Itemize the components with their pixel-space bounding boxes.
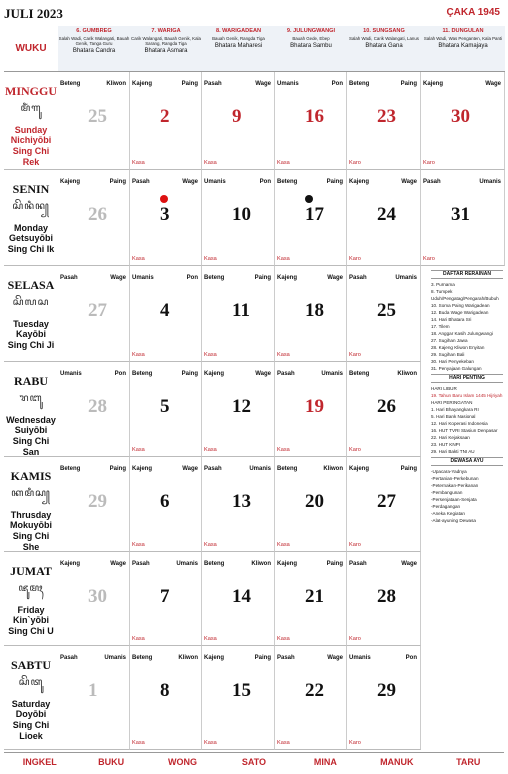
date-number: 29: [377, 680, 396, 701]
day-label: [4, 457, 58, 552]
date-cell[interactable]: [130, 72, 202, 170]
dewasa-item: -Perdagangan: [431, 504, 461, 509]
sasih-label: Kasa: [132, 636, 145, 642]
date-cell[interactable]: [130, 170, 202, 266]
rerainan-item: 10. Soma Paing Warigadean: [431, 303, 490, 308]
dewasa-title: DEWASA AYU: [431, 457, 503, 466]
pawukon-left: Kajeng: [349, 466, 370, 472]
sasih-label: Kasa: [132, 160, 145, 166]
date-cell[interactable]: [202, 72, 275, 170]
pawukon-right: Wage: [401, 561, 417, 567]
pawukon-left: Pasah: [349, 275, 367, 281]
date-number: 30: [88, 586, 107, 607]
pawukon-left: Beteng: [132, 371, 153, 377]
footer-item: BUKU: [98, 757, 125, 767]
date-number: 27: [377, 491, 396, 512]
wuku-bhatara: Bhatara Maharesi: [214, 43, 263, 49]
pawukon-left: Beteng: [204, 275, 225, 281]
date-cell[interactable]: [130, 457, 202, 552]
pawukon-right: Paing: [109, 179, 126, 185]
wuku-bhatara: Bhatara Gana: [365, 43, 403, 49]
pawukon-left: Umanis: [277, 81, 299, 87]
day-n: JUMAT: [10, 564, 52, 578]
pawukon-left: Pasah: [60, 275, 78, 281]
pawukon-right: Kliwon: [251, 561, 271, 567]
wuku-header: [58, 26, 130, 72]
wuku-sub: Bauah Gede, Ebep: [292, 36, 330, 41]
date-number: 10: [232, 204, 251, 225]
day-j: Nichiyōbi: [10, 135, 52, 145]
day-e: Friday: [17, 605, 45, 615]
date-cell[interactable]: [275, 646, 347, 750]
day-j: Suiyōbi: [14, 425, 48, 435]
dewasa-item: -Alat-ayuning Dewasa: [431, 518, 476, 523]
date-cell[interactable]: [275, 72, 347, 170]
pawukon-right: Wage: [110, 561, 126, 567]
day-label: [4, 266, 58, 362]
pawukon-left: Beteng: [349, 371, 370, 377]
pawukon-right: Umanis: [104, 655, 126, 661]
wuku-title: 9. JULUNGWANGI: [286, 28, 336, 34]
pawukon-left: Pasah: [349, 561, 367, 567]
sasih-label: Karo: [349, 256, 361, 262]
wuku-header: [275, 26, 347, 72]
sasih-label: Karo: [349, 352, 361, 358]
pawukon-right: Wage: [182, 179, 198, 185]
date-cell[interactable]: [202, 170, 275, 266]
day-j: Kin`yōbi: [13, 615, 49, 625]
pawukon-left: Pasah: [423, 179, 441, 185]
penting-title: HARI PENTING: [431, 374, 503, 383]
pawukon-left: Beteng: [204, 561, 225, 567]
date-number: 19: [305, 396, 324, 417]
sidebar: [429, 266, 505, 742]
pawukon-right: Kliwon: [323, 466, 343, 472]
date-number: 31: [451, 204, 470, 225]
day-j: Getsuyōbi: [8, 233, 53, 243]
rerainan-item: 28. Kajeng Kliwon Enyitan: [431, 345, 485, 350]
date-number: 12: [232, 396, 251, 417]
wuku-bhatara: Bhatara Candra: [72, 48, 116, 54]
sasih-label: Karo: [349, 447, 361, 453]
tilem-icon: [305, 195, 313, 203]
pawukon-right: Wage: [255, 81, 271, 87]
date-cell[interactable]: [347, 266, 421, 362]
date-cell[interactable]: [58, 457, 130, 552]
day-bal: ꦱꦼꦤꦶꦤ꧀: [12, 201, 50, 212]
date-cell[interactable]: [347, 646, 421, 750]
wuku-sub: Salah Wadi, Was Penganten, Kala Panti: [423, 36, 503, 41]
day-e: Monday: [13, 223, 48, 233]
sasih-label: Karo: [349, 542, 361, 548]
date-cell[interactable]: [58, 170, 130, 266]
wuku-header: [130, 26, 202, 72]
sasih-label: Kasa: [277, 542, 290, 548]
date-cell[interactable]: [58, 552, 130, 646]
wuku-sub: Carik Walangati, Bauah Genik, Kala Sarang, Rangda Tiga: [131, 36, 201, 46]
footer-item: MINA: [313, 757, 337, 767]
libur-item: 19. Tahun Baru Islam 1445 Hijriyah: [431, 393, 503, 398]
dewasa-item: -Pembangunan: [431, 490, 463, 495]
day-bal: ꦏꦩꦶꦱ꧀: [11, 488, 51, 499]
date-number: 9: [232, 106, 242, 127]
peringatan-item: 12. Hari Koperasi Indonesia: [431, 421, 488, 426]
wuku-title: 7. WARIGA: [151, 28, 181, 34]
wuku-sub: Salah Wadi, Carik Walangati, Bauah Genik, Tanga Guru: [58, 36, 130, 46]
sasih-label: Karo: [349, 160, 361, 166]
day-label: [4, 646, 58, 750]
day-label: [4, 362, 58, 457]
sasih-label: Kasa: [204, 636, 217, 642]
date-number: 14: [232, 586, 251, 607]
day-e: Saturday: [11, 699, 51, 709]
pawukon-left: Beteng: [60, 466, 81, 472]
pawukon-right: Paing: [254, 275, 271, 281]
rerainan-title: DAFTAR RERAINAN: [431, 270, 503, 279]
date-number: 26: [88, 204, 107, 225]
day-j: Sing Chi Ji: [7, 340, 55, 350]
date-number: 8: [160, 680, 170, 701]
day-n: MINGGU: [5, 84, 57, 98]
sasih-label: Kasa: [132, 447, 145, 453]
day-bal: ꦱꦼꦭꦱ: [12, 297, 50, 308]
rerainan-item: 14. Hari Bhatara Sri: [431, 317, 472, 322]
day-bal: ꦫꦧꦸ: [19, 393, 43, 404]
purnama-icon: [160, 195, 168, 203]
day-j: Sing Chi Ik: [7, 244, 55, 254]
pawukon-right: Paing: [400, 81, 417, 87]
pawukon-right: Paing: [326, 179, 343, 185]
pawukon-right: Paing: [254, 655, 271, 661]
pawukon-right: Pon: [114, 371, 126, 377]
date-cell[interactable]: [58, 362, 130, 457]
peringatan-item: 1. Hari Bhayangkara RI: [431, 407, 479, 412]
pawukon-left: Pasah: [277, 371, 295, 377]
peringatan-label: HARI PERINGATAN: [431, 400, 473, 405]
date-number: 1: [88, 680, 98, 701]
peringatan-item: 5. Hari Bank Nasional: [431, 414, 476, 419]
pawukon-right: Umanis: [321, 371, 343, 377]
pawukon-left: Beteng: [132, 655, 153, 661]
pawukon-left: Umanis: [60, 371, 82, 377]
wuku-label: WUKU: [4, 26, 58, 72]
pawukon-right: Wage: [327, 655, 343, 661]
sasih-label: Kasa: [132, 256, 145, 262]
date-number: 3: [160, 204, 170, 225]
sasih-label: Karo: [349, 636, 361, 642]
sasih-label: Kasa: [204, 542, 217, 548]
pawukon-left: Pasah: [60, 655, 78, 661]
day-j: Sing Chi Lioek: [12, 720, 50, 741]
dewasa-item: -Upacara-Yadnya: [431, 469, 467, 474]
wuku-title: 6. GUMBREG: [76, 28, 112, 34]
date-cell[interactable]: [202, 457, 275, 552]
sasih-label: Kasa: [204, 740, 217, 746]
date-number: 7: [160, 586, 170, 607]
pawukon-left: Umanis: [204, 179, 226, 185]
date-cell[interactable]: [421, 72, 505, 170]
day-n: SELASA: [7, 278, 55, 292]
day-n: RABU: [13, 374, 48, 388]
rerainan-item: 27. Sugihan Jawa: [431, 338, 468, 343]
footer-item: MANUK: [380, 757, 414, 767]
date-number: 15: [232, 680, 251, 701]
wuku-title: 8. WARIGADEAN: [215, 28, 262, 34]
date-cell[interactable]: [275, 457, 347, 552]
rerainan-item: 29. Sugihan Bali: [431, 352, 465, 357]
day-j: Sing Chi San: [12, 436, 50, 457]
pawukon-left: Pasah: [204, 466, 222, 472]
sasih-label: Kasa: [204, 447, 217, 453]
pawukon-right: Paing: [400, 466, 417, 472]
date-number: 4: [160, 300, 170, 321]
sasih-label: Kasa: [277, 740, 290, 746]
sasih-label: Kasa: [132, 542, 145, 548]
day-j: Mokuyōbi: [10, 520, 52, 530]
wuku-sub: Salah Wadi, Carik Walangati, Lanus: [349, 36, 419, 41]
sasih-label: Kasa: [132, 740, 145, 746]
date-cell[interactable]: [202, 646, 275, 750]
wuku-bhatara: Bhatara Kamajaya: [438, 43, 488, 49]
date-number: 29: [88, 491, 107, 512]
day-j: Sing Chi She: [12, 531, 50, 552]
date-number: 25: [88, 106, 107, 127]
wuku-bhatara: Bhatara Sambu: [290, 43, 332, 49]
date-cell[interactable]: [275, 266, 347, 362]
pawukon-right: Wage: [110, 275, 126, 281]
day-n: SABTU: [10, 658, 51, 672]
day-label: [4, 552, 58, 646]
date-number: 28: [88, 396, 107, 417]
sasih-label: Kasa: [204, 160, 217, 166]
day-n: KAMIS: [10, 469, 52, 483]
rerainan-item: 18. Anggar Kasih Julungwangi: [431, 331, 493, 336]
month-title: JULI 2023: [4, 6, 63, 21]
footer-item: INGKEL: [22, 757, 57, 767]
date-number: 24: [377, 204, 396, 225]
date-cell[interactable]: [58, 266, 130, 362]
peringatan-item: 16. HUT TVRI Stasiun Denpasar: [431, 428, 498, 433]
date-number: 30: [451, 106, 470, 127]
pawukon-left: Kajeng: [204, 371, 225, 377]
pawukon-left: Kajeng: [204, 655, 225, 661]
pawukon-right: Paing: [181, 81, 198, 87]
pawukon-left: Pasah: [132, 561, 150, 567]
date-cell[interactable]: [347, 170, 421, 266]
sasih-label: Karo: [423, 256, 435, 262]
day-n: SENIN: [12, 182, 50, 196]
peringatan-item: 22. Hari Kejaksaan: [431, 435, 470, 440]
wuku-title: 10. SUNGSANG: [363, 28, 405, 34]
date-number: 2: [160, 106, 170, 127]
sasih-label: Kasa: [277, 256, 290, 262]
day-e: Tuesday: [13, 319, 49, 329]
rerainan-item: 30. Hari Penyekeban: [431, 359, 474, 364]
date-cell[interactable]: [347, 362, 421, 457]
day-label: [4, 72, 58, 170]
date-cell[interactable]: [275, 552, 347, 646]
footer: [4, 752, 504, 770]
pawukon-right: Umanis: [176, 561, 198, 567]
pawukon-left: Kajeng: [60, 179, 81, 185]
sasih-label: Kasa: [204, 256, 217, 262]
pawukon-left: Kajeng: [349, 179, 370, 185]
caka-year: ÇAKA 1945: [446, 7, 500, 18]
rerainan-item: 31. Penyajaan Galungan: [431, 366, 482, 371]
date-number: 5: [160, 396, 170, 417]
wuku-sub: Bauah Genik, Rangda Tiga: [212, 36, 265, 41]
pawukon-left: Beteng: [277, 466, 298, 472]
wuku-header: [202, 26, 275, 72]
date-number: 26: [377, 396, 396, 417]
date-number: 25: [377, 300, 396, 321]
pawukon-right: Wage: [485, 81, 501, 87]
pawukon-right: Paing: [326, 561, 343, 567]
pawukon-right: Pon: [259, 179, 271, 185]
pawukon-left: Pasah: [204, 81, 222, 87]
pawukon-left: Kajeng: [132, 466, 153, 472]
peringatan-item: 29. Hari Bakti TNI AU: [431, 449, 475, 454]
pawukon-right: Wage: [401, 179, 417, 185]
wuku-header: [347, 26, 421, 72]
day-e: Wednesday: [6, 415, 56, 425]
date-cell[interactable]: [347, 457, 421, 552]
date-cell[interactable]: [275, 362, 347, 457]
peringatan-item: 23. HUT KNPI: [431, 442, 461, 447]
sasih-label: Kasa: [277, 160, 290, 166]
sasih-label: Kasa: [277, 447, 290, 453]
sasih-label: Karo: [423, 160, 435, 166]
pawukon-left: Umanis: [349, 655, 371, 661]
date-cell[interactable]: [130, 266, 202, 362]
date-cell[interactable]: [421, 170, 505, 266]
pawukon-right: Pon: [186, 275, 198, 281]
dewasa-item: -Peternakan-Perikanan: [431, 483, 479, 488]
pawukon-right: Kliwon: [106, 81, 126, 87]
date-number: 11: [232, 300, 250, 321]
sasih-label: Kasa: [132, 352, 145, 358]
pawukon-left: Beteng: [349, 81, 370, 87]
pawukon-left: Kajeng: [277, 561, 298, 567]
pawukon-right: Paing: [109, 466, 126, 472]
pawukon-left: Beteng: [277, 179, 298, 185]
pawukon-left: Kajeng: [60, 561, 81, 567]
sasih-label: Karo: [349, 740, 361, 746]
date-number: 27: [88, 300, 107, 321]
footer-item: TARU: [456, 757, 481, 767]
day-bal: ꦱꦼꦠꦸ: [18, 677, 44, 688]
rerainan-item: 3. Purnama: [431, 282, 455, 287]
rerainan-item: 17. Tilem: [431, 324, 450, 329]
pawukon-left: Kajeng: [277, 275, 298, 281]
day-j: Kayōbi: [15, 329, 46, 339]
date-cell[interactable]: [58, 72, 130, 170]
date-number: 22: [305, 680, 324, 701]
pawukon-right: Kliwon: [397, 371, 417, 377]
date-cell[interactable]: [58, 646, 130, 750]
pawukon-left: Beteng: [60, 81, 81, 87]
date-cell[interactable]: [130, 552, 202, 646]
date-number: 16: [305, 106, 324, 127]
date-number: 23: [377, 106, 396, 127]
pawukon-right: Wage: [255, 371, 271, 377]
pawukon-right: Paing: [181, 371, 198, 377]
wuku-bhatara: Bhatara Asmara: [144, 48, 188, 54]
date-cell[interactable]: [275, 170, 347, 266]
pawukon-right: Kliwon: [178, 655, 198, 661]
pawukon-right: Wage: [327, 275, 343, 281]
pawukon-left: Kajeng: [423, 81, 444, 87]
rerainan-item: 12. Buda Wage Warigadean: [431, 310, 489, 315]
sasih-label: Kasa: [277, 636, 290, 642]
rerainan-item: 8. Tumpek Uduh/Pengatag/Pengarah/Bubuh: [431, 289, 499, 301]
day-j: Sing Chi Rek: [12, 146, 50, 167]
pawukon-right: Pon: [331, 81, 343, 87]
date-number: 6: [160, 491, 170, 512]
date-cell[interactable]: [202, 266, 275, 362]
date-cell[interactable]: [130, 362, 202, 457]
date-number: 20: [305, 491, 324, 512]
pawukon-left: Pasah: [132, 179, 150, 185]
date-cell[interactable]: [202, 362, 275, 457]
sasih-label: Kasa: [204, 352, 217, 358]
date-number: 13: [232, 491, 251, 512]
pawukon-left: Pasah: [277, 655, 295, 661]
day-e: Sunday: [14, 125, 48, 135]
footer-item: SATO: [241, 757, 267, 767]
pawukon-right: Umanis: [479, 179, 501, 185]
pawukon-left: Umanis: [132, 275, 154, 281]
date-cell[interactable]: [202, 552, 275, 646]
wuku-header: [421, 26, 505, 72]
pawukon-right: Pon: [405, 655, 417, 661]
wuku-title: 11. DUNGULAN: [442, 28, 484, 34]
date-number: 18: [305, 300, 324, 321]
date-number: 28: [377, 586, 396, 607]
date-cell[interactable]: [347, 552, 421, 646]
dewasa-item: -Pertanian-Perkebunan: [431, 476, 479, 481]
dewasa-item: -Persenjataan-Senjata: [431, 497, 477, 502]
pawukon-right: Umanis: [395, 275, 417, 281]
date-cell[interactable]: [130, 646, 202, 750]
libur-label: HARI LIBUR: [431, 386, 457, 391]
pawukon-right: Umanis: [249, 466, 271, 472]
sasih-label: Kasa: [277, 352, 290, 358]
pawukon-right: Wage: [182, 466, 198, 472]
top-bar: [4, 4, 504, 24]
day-j: Sing Chi U: [8, 626, 54, 636]
day-bal: ꦩꦶꦁꦒꦸ: [20, 103, 42, 114]
date-number: 17: [305, 204, 324, 225]
day-label: [4, 170, 58, 266]
date-cell[interactable]: [347, 72, 421, 170]
pawukon-left: Kajeng: [132, 81, 153, 87]
day-j: Doyōbi: [15, 709, 47, 719]
footer-item: WONG: [168, 757, 198, 767]
day-e: Thrusday: [10, 510, 52, 520]
day-bal: ꦗꦸꦩꦃ: [18, 583, 44, 594]
date-number: 21: [305, 586, 324, 607]
dewasa-item: -Aneka Kegiatan: [431, 511, 465, 516]
